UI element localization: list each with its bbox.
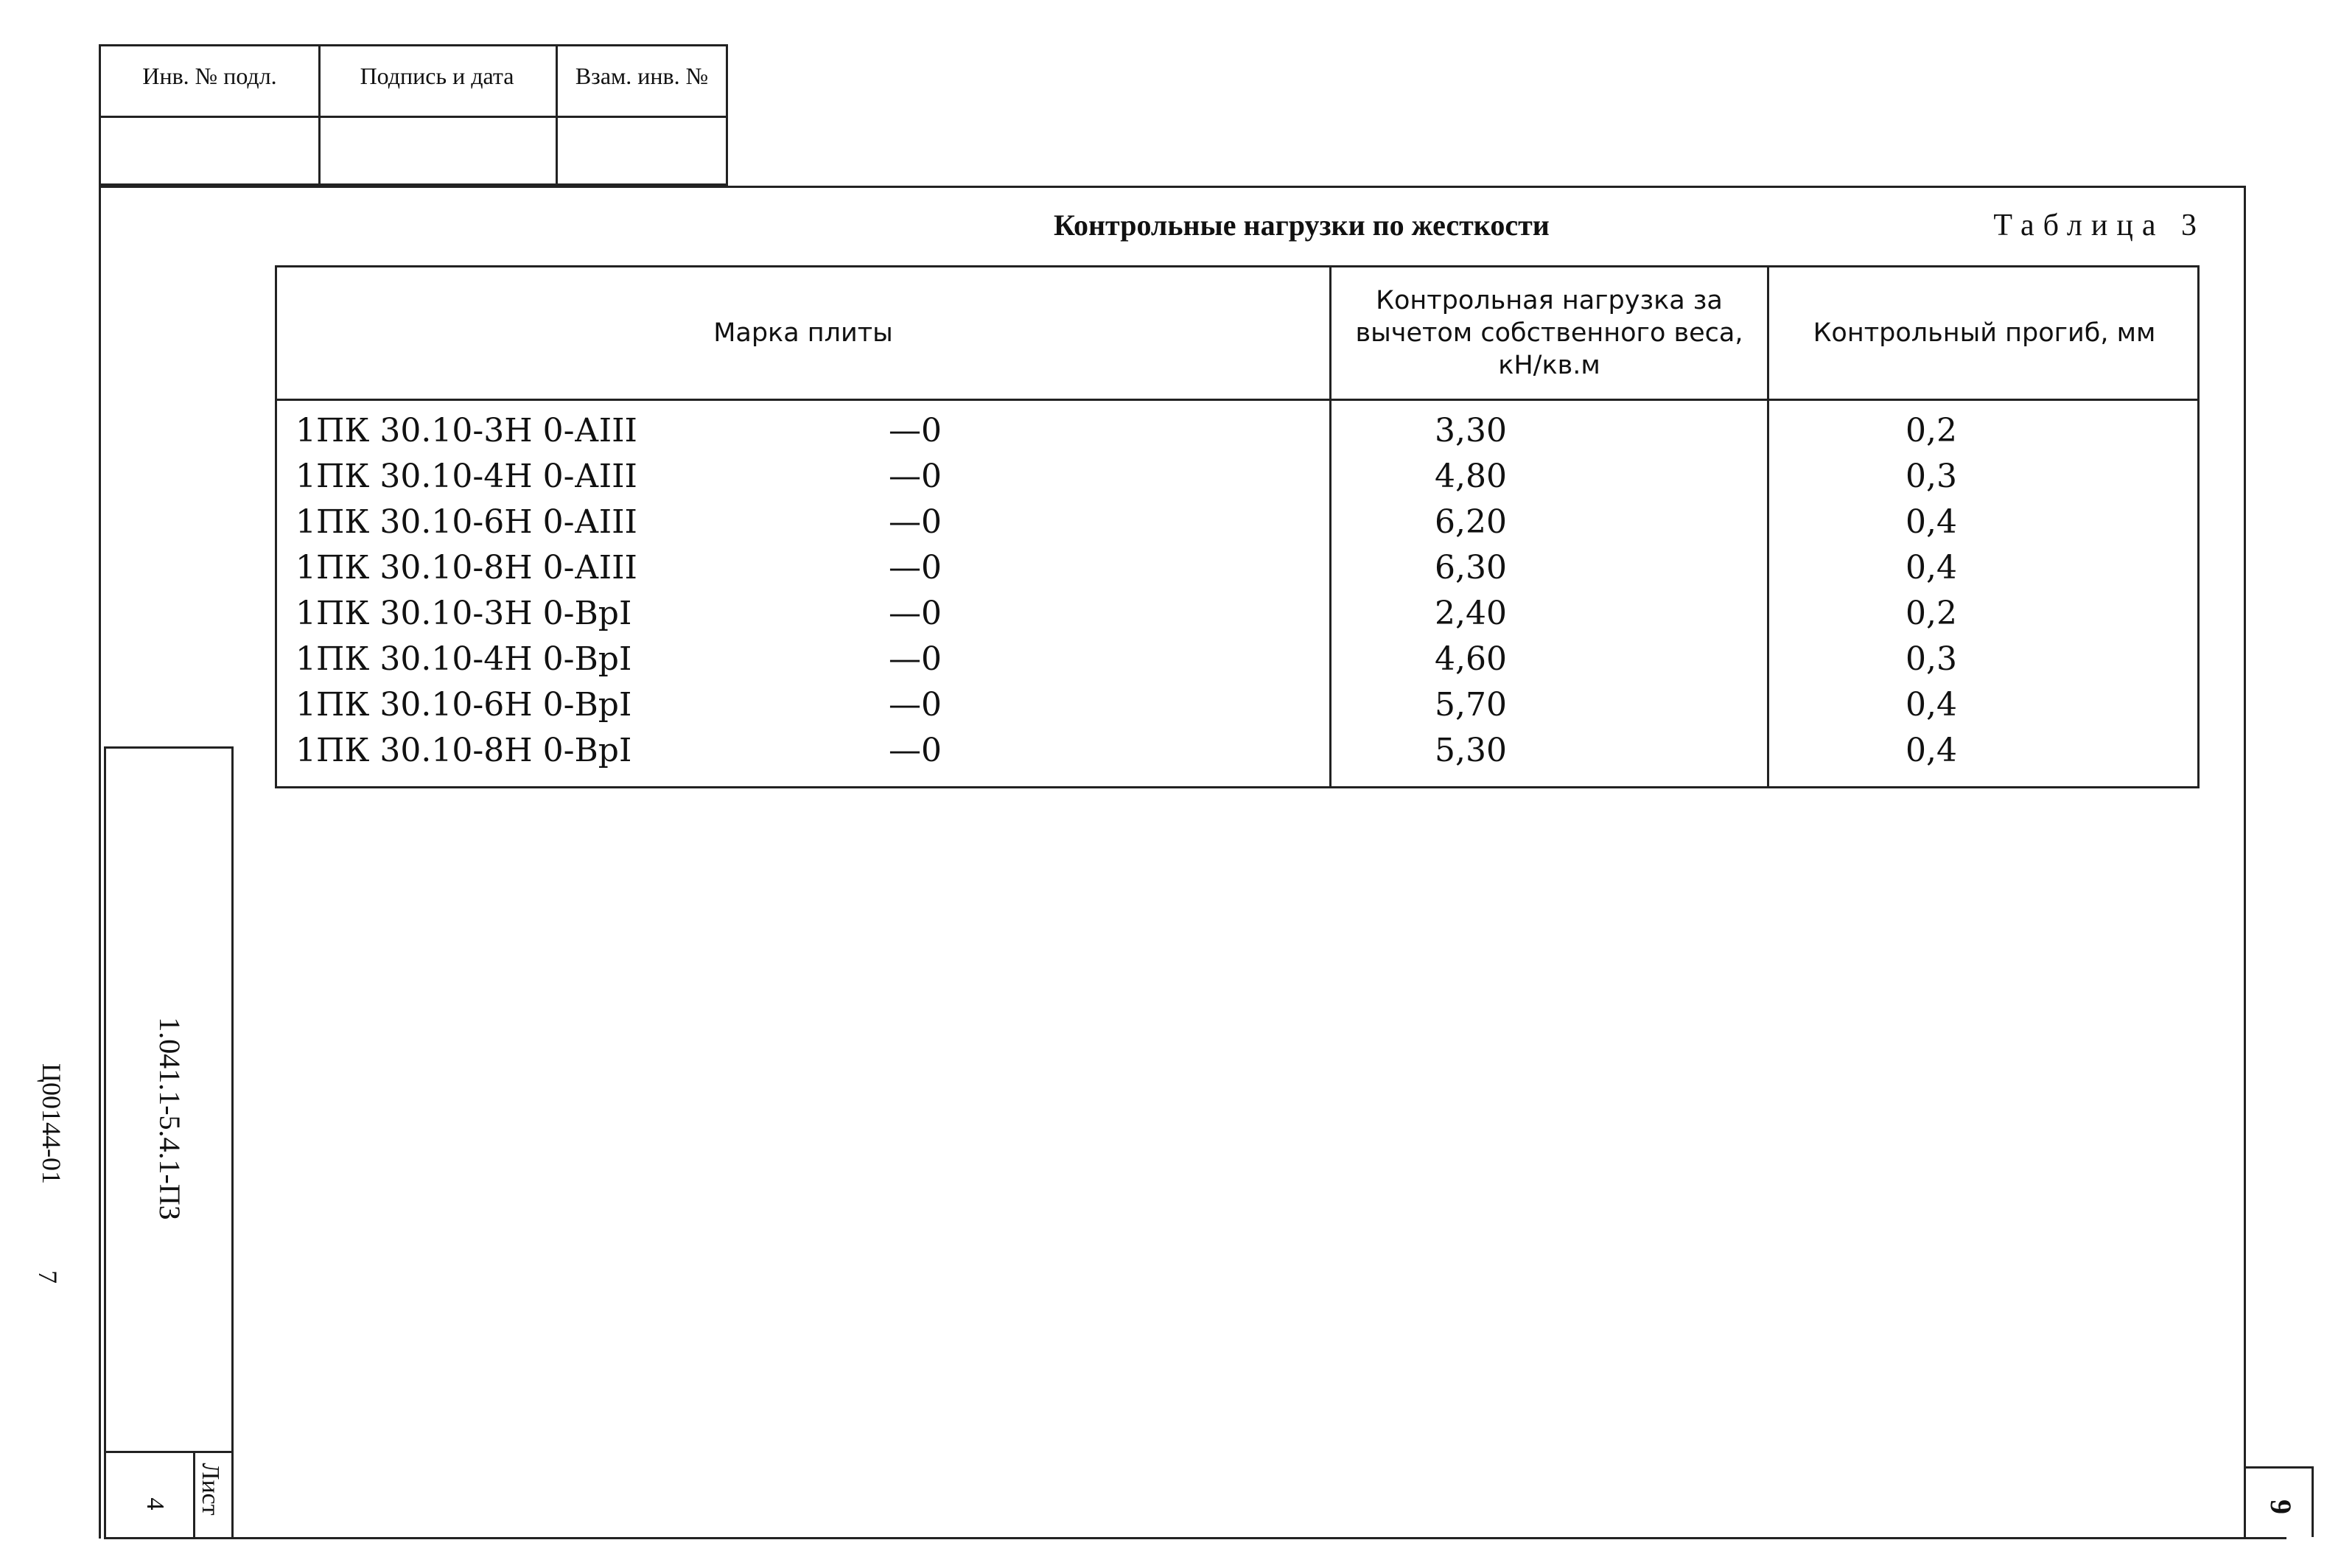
sheet-label: Лист <box>197 1463 224 1516</box>
table-row <box>277 407 2197 453</box>
cell-suffix: —0 <box>889 686 942 724</box>
cell-suffix: —0 <box>889 412 942 449</box>
cell-suffix: —0 <box>889 732 942 769</box>
table-row <box>277 545 2197 590</box>
cell-suffix: —0 <box>889 503 942 541</box>
header-deflection: Контрольный прогиб, мм <box>1813 318 2156 348</box>
sheet-number: 4 <box>141 1497 169 1511</box>
cell-deflection: 0,4 <box>1906 732 1957 769</box>
archive-code: Ц00144-01 <box>37 1063 66 1184</box>
cell-suffix: —0 <box>889 640 942 678</box>
podpis-data-label: Подпись и дата <box>360 63 514 89</box>
cell-mark: 1ПК 30.10-4Н 0-ВрI <box>295 640 632 678</box>
cell-mark: 1ПК 30.10-8Н 0-АIII <box>295 549 637 587</box>
cell-deflection: 0,4 <box>1906 686 1957 724</box>
cell-mark: 1ПК 30.10-4Н 0-АIII <box>295 458 637 495</box>
stiffness-load-table <box>275 265 2200 788</box>
cell-mark: 1ПК 30.10-6Н 0-АIII <box>295 503 637 541</box>
cell-deflection: 0,4 <box>1906 549 1957 587</box>
table-row <box>277 727 2197 773</box>
archive-page: 7 <box>33 1270 63 1284</box>
header-load: Контрольная нагрузка за вычетом собственного веса, кН/кв.м <box>1355 286 1743 380</box>
table-title: Контрольные нагрузки по жесткости <box>1054 209 1550 242</box>
cell-deflection: 0,3 <box>1906 640 1957 678</box>
cell-load: 4,60 <box>1435 640 1507 678</box>
cell-load: 5,70 <box>1435 686 1507 724</box>
cell-suffix: —0 <box>889 595 942 632</box>
cell-mark: 1ПК 30.10-3Н 0-АIII <box>295 412 637 449</box>
cell-load: 6,20 <box>1435 503 1507 541</box>
approval-stamp <box>99 44 728 186</box>
sheet-frame-bottom <box>104 1537 2286 1539</box>
cell-deflection: 0,3 <box>1906 458 1957 495</box>
table-row <box>277 499 2197 545</box>
cell-load: 3,30 <box>1435 412 1507 449</box>
doc-code: 1.041.1-5.4.1-ПЗ <box>153 1017 186 1220</box>
header-mark: Марка плиты <box>713 318 893 348</box>
inv-podl-label: Инв. № подл. <box>142 63 277 89</box>
table-row <box>277 453 2197 499</box>
cell-deflection: 0,4 <box>1906 503 1957 541</box>
cell-deflection: 0,2 <box>1906 595 1957 632</box>
table-row <box>277 682 2197 727</box>
cell-load: 6,30 <box>1435 549 1507 587</box>
cell-load: 2,40 <box>1435 595 1507 632</box>
cell-mark: 1ПК 30.10-6Н 0-ВрI <box>295 686 632 724</box>
table-row <box>277 636 2197 682</box>
cell-load: 4,80 <box>1435 458 1507 495</box>
cell-suffix: —0 <box>889 458 942 495</box>
table-number: Таблица 3 <box>1993 209 2205 242</box>
cell-deflection: 0,2 <box>1906 412 1957 449</box>
cell-mark: 1ПК 30.10-8Н 0-ВрI <box>295 732 632 769</box>
cell-load: 5,30 <box>1435 732 1507 769</box>
vzam-inv-label: Взам. инв. № <box>575 63 709 89</box>
corner-page-number: 9 <box>2264 1499 2298 1514</box>
table-row <box>277 590 2197 636</box>
cell-mark: 1ПК 30.10-3Н 0-ВрI <box>295 595 632 632</box>
cell-suffix: —0 <box>889 549 942 587</box>
